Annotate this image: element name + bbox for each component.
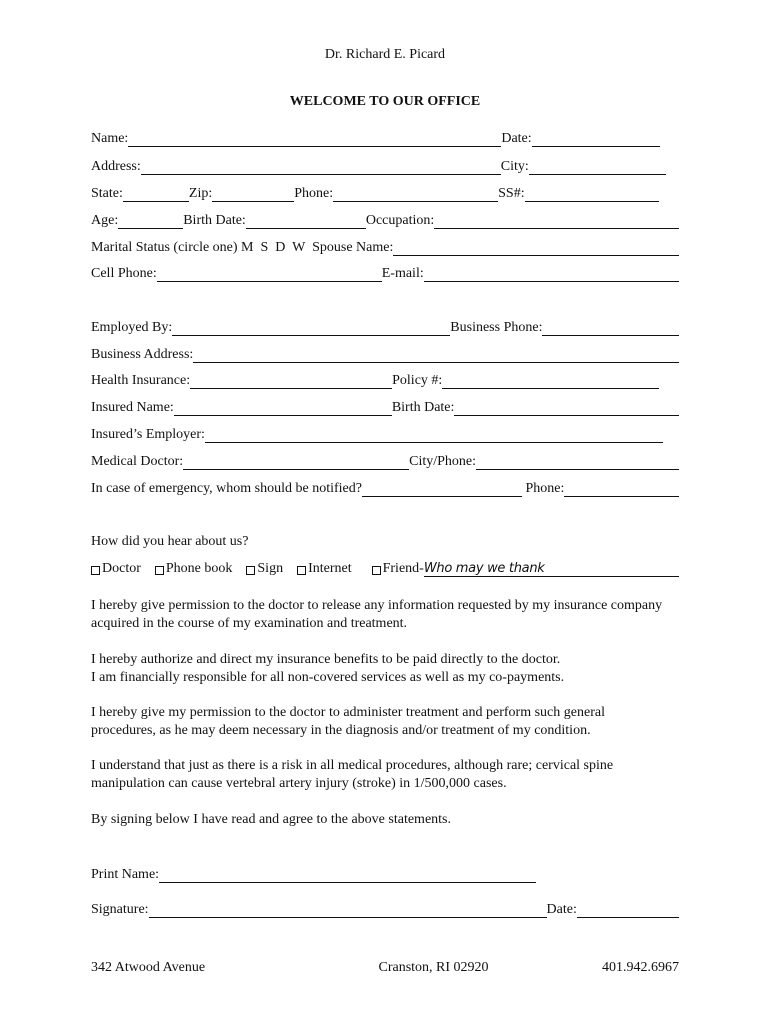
marital-status-label: Marital Status (circle one) M S D W Spouse Name: bbox=[91, 240, 394, 255]
friend-name-field[interactable] bbox=[424, 561, 679, 577]
business-address-field[interactable] bbox=[193, 347, 679, 363]
policy-field[interactable] bbox=[442, 373, 659, 389]
insured-name-field[interactable] bbox=[174, 400, 392, 416]
email-label: E-mail: bbox=[381, 266, 424, 281]
statement-financial: I am financially responsible for all non-covered services as well as my co-payments. bbox=[91, 670, 565, 685]
spouse-name-field[interactable] bbox=[393, 240, 679, 256]
statement-treatment: I hereby give my permission to the doctor to administer treatment and perform such general procedures, as he may deem necessary in the diagnosis and/or treatment of my condition. bbox=[91, 705, 605, 738]
row-age bbox=[91, 209, 679, 229]
footer-address: 342 Atwood Avenue bbox=[91, 960, 206, 975]
friend-note: Who may we thank bbox=[423, 561, 545, 576]
checkbox-icon[interactable] bbox=[91, 566, 100, 575]
city-phone-field[interactable] bbox=[476, 454, 679, 470]
ss-field[interactable] bbox=[525, 186, 659, 202]
medical-doctor-field[interactable] bbox=[183, 454, 409, 470]
doctor-name: Dr. Richard E. Picard bbox=[324, 47, 446, 62]
age-label: Age: bbox=[91, 213, 119, 228]
statement-agree: By signing below I have read and agree to the above statements. bbox=[91, 812, 451, 827]
row-referral-options bbox=[91, 557, 679, 577]
referral-option-internet[interactable]: Internet bbox=[297, 561, 352, 577]
birth-date-field[interactable] bbox=[246, 213, 366, 229]
city-label: City: bbox=[500, 159, 529, 174]
referral-option-sign[interactable]: Sign bbox=[246, 561, 283, 577]
name-label: Name: bbox=[91, 131, 129, 146]
name-field[interactable] bbox=[128, 131, 501, 147]
health-insurance-field[interactable] bbox=[190, 373, 392, 389]
business-phone-field[interactable] bbox=[542, 320, 679, 336]
checkbox-icon[interactable] bbox=[372, 566, 381, 575]
print-name-field[interactable] bbox=[159, 867, 536, 883]
occupation-field[interactable] bbox=[434, 213, 679, 229]
address-field[interactable] bbox=[141, 159, 501, 175]
footer bbox=[91, 960, 679, 976]
emergency-label: In case of emergency, whom should be notified? bbox=[91, 481, 362, 496]
employed-by-field[interactable] bbox=[172, 320, 450, 336]
phone-label: Phone: bbox=[294, 186, 334, 201]
row-address bbox=[91, 155, 679, 175]
state-label: State: bbox=[91, 186, 123, 201]
ss-label: SS#: bbox=[498, 186, 525, 201]
phone-field[interactable] bbox=[333, 186, 498, 202]
birth-date-label: Birth Date: bbox=[183, 213, 246, 228]
insured-birth-date-field[interactable] bbox=[454, 400, 679, 416]
row-name bbox=[91, 127, 679, 147]
row-insurance bbox=[91, 369, 679, 389]
referral-option-doctor[interactable]: Doctor bbox=[91, 561, 141, 577]
signature-label: Signature: bbox=[91, 902, 149, 917]
footer-phone: 401.942.6967 bbox=[601, 960, 679, 975]
row-state bbox=[91, 182, 679, 202]
row-insured bbox=[91, 396, 679, 416]
insured-birth-date-label: Birth Date: bbox=[391, 400, 455, 415]
cell-phone-label: Cell Phone: bbox=[91, 266, 157, 281]
city-field[interactable] bbox=[529, 159, 666, 175]
page-title: WELCOME TO OUR OFFICE bbox=[289, 94, 481, 109]
business-address-label: Business Address: bbox=[91, 347, 194, 362]
medical-doctor-label: Medical Doctor: bbox=[91, 454, 184, 469]
cell-phone-field[interactable] bbox=[157, 266, 382, 282]
checkbox-icon[interactable] bbox=[246, 566, 255, 575]
signature-field[interactable] bbox=[149, 902, 547, 918]
occupation-label: Occupation: bbox=[365, 213, 435, 228]
zip-label: Zip: bbox=[188, 186, 213, 201]
policy-label: Policy #: bbox=[392, 373, 443, 388]
signature-date-label: Date: bbox=[546, 902, 577, 917]
row-referral-question bbox=[91, 530, 679, 550]
row-signature bbox=[91, 898, 679, 918]
age-field[interactable] bbox=[118, 213, 183, 229]
row-employer bbox=[91, 316, 679, 336]
row-insured-employer bbox=[91, 423, 679, 443]
statement-authorize: I hereby authorize and direct my insurance benefits to be paid directly to the doctor. bbox=[91, 652, 561, 667]
checkbox-icon[interactable] bbox=[155, 566, 164, 575]
emergency-contact-field[interactable] bbox=[362, 481, 522, 497]
health-insurance-label: Health Insurance: bbox=[91, 373, 191, 388]
date-field[interactable] bbox=[532, 131, 660, 147]
state-field[interactable] bbox=[123, 186, 189, 202]
row-business-address bbox=[91, 343, 679, 363]
footer-city: Cranston, RI 02920 bbox=[378, 960, 489, 975]
date-label: Date: bbox=[501, 131, 532, 146]
referral-option-phone-book[interactable]: Phone book bbox=[155, 561, 233, 577]
row-emergency bbox=[91, 477, 679, 497]
address-label: Address: bbox=[91, 159, 141, 174]
statement-release: I hereby give permission to the doctor to release any information requested by my insurance company acquired in the course of my examination and treatment. bbox=[91, 598, 663, 631]
row-cell bbox=[91, 262, 679, 282]
row-medical-doctor bbox=[91, 450, 679, 470]
referral-option-friend[interactable]: Friend- bbox=[372, 561, 424, 577]
business-phone-label: Business Phone: bbox=[450, 320, 543, 335]
print-name-label: Print Name: bbox=[91, 867, 160, 882]
row-marital bbox=[91, 236, 679, 256]
insured-employer-label: Insured’s Employer: bbox=[91, 427, 205, 442]
signature-date-field[interactable] bbox=[577, 902, 679, 918]
insured-name-label: Insured Name: bbox=[91, 400, 174, 415]
checkbox-icon[interactable] bbox=[297, 566, 306, 575]
referral-question: How did you hear about us? bbox=[91, 534, 249, 549]
zip-field[interactable] bbox=[212, 186, 294, 202]
employed-by-label: Employed By: bbox=[91, 320, 173, 335]
statement-risk: I understand that just as there is a risk in all medical procedures, although rare; cervical spine manipulation can cause vertebral artery injury (stroke) in 1/500,000 cases. bbox=[91, 758, 614, 791]
emergency-phone-field[interactable] bbox=[564, 481, 679, 497]
city-phone-label: City/Phone: bbox=[409, 454, 477, 469]
email-field[interactable] bbox=[424, 266, 679, 282]
emergency-phone-label: Phone: bbox=[521, 481, 565, 496]
row-print-name bbox=[91, 863, 679, 883]
insured-employer-field[interactable] bbox=[205, 427, 663, 443]
